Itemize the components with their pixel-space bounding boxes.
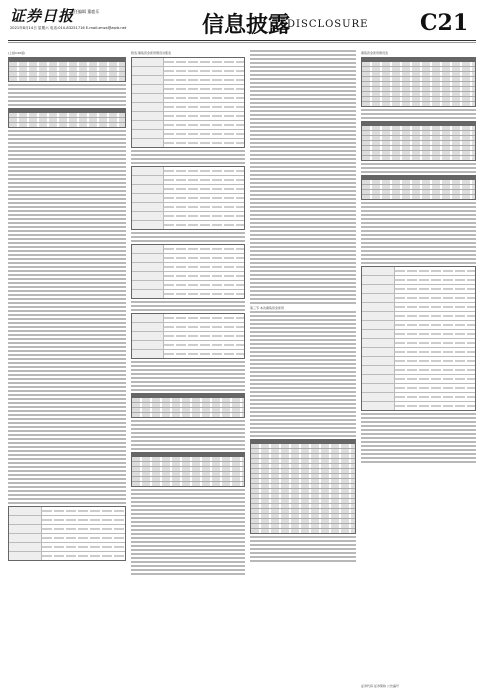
page-number: C21 — [420, 10, 469, 36]
section-heading: 第三节 本次募集资金使用 — [250, 306, 284, 310]
masthead — [0, 0, 484, 46]
table-caption: 募集资金使用情况表 — [361, 51, 389, 55]
masthead-rule-thin — [8, 42, 476, 43]
data-table — [250, 439, 356, 534]
section-title: 信息披露 — [202, 12, 291, 38]
column-3 — [250, 50, 356, 564]
fund-usage-table — [131, 244, 245, 299]
summary-box — [8, 506, 126, 561]
table-caption: 附表:募集资金使用情况对照表 — [131, 51, 172, 55]
data-table — [361, 57, 476, 107]
data-table — [131, 393, 245, 418]
fund-usage-table — [131, 57, 245, 148]
data-table — [8, 108, 126, 128]
column-2 — [131, 50, 245, 577]
footer-note: 证券代码 证券简称 公告编号 — [361, 684, 399, 688]
column-1 — [8, 50, 126, 563]
masthead-rule — [8, 40, 476, 41]
section-title-en: DISCLOSURE — [287, 19, 369, 30]
continuation-caption: (上接C20版) — [8, 51, 26, 55]
date-contact-line: 2021年8月14日 星期六 电话:010-83251716 E-mail:zmzx@zqrb.net — [10, 26, 127, 30]
fund-usage-table — [131, 166, 245, 230]
data-table — [361, 121, 476, 161]
newspaper-logo: 证券日报 — [10, 7, 75, 25]
column-4 — [361, 50, 476, 465]
fund-usage-table — [131, 313, 245, 359]
data-table — [8, 57, 126, 82]
data-table — [361, 175, 476, 200]
editor-line: 责任编辑 董鹿乐 — [70, 9, 100, 14]
data-table — [131, 452, 245, 487]
summary-box — [361, 266, 476, 411]
